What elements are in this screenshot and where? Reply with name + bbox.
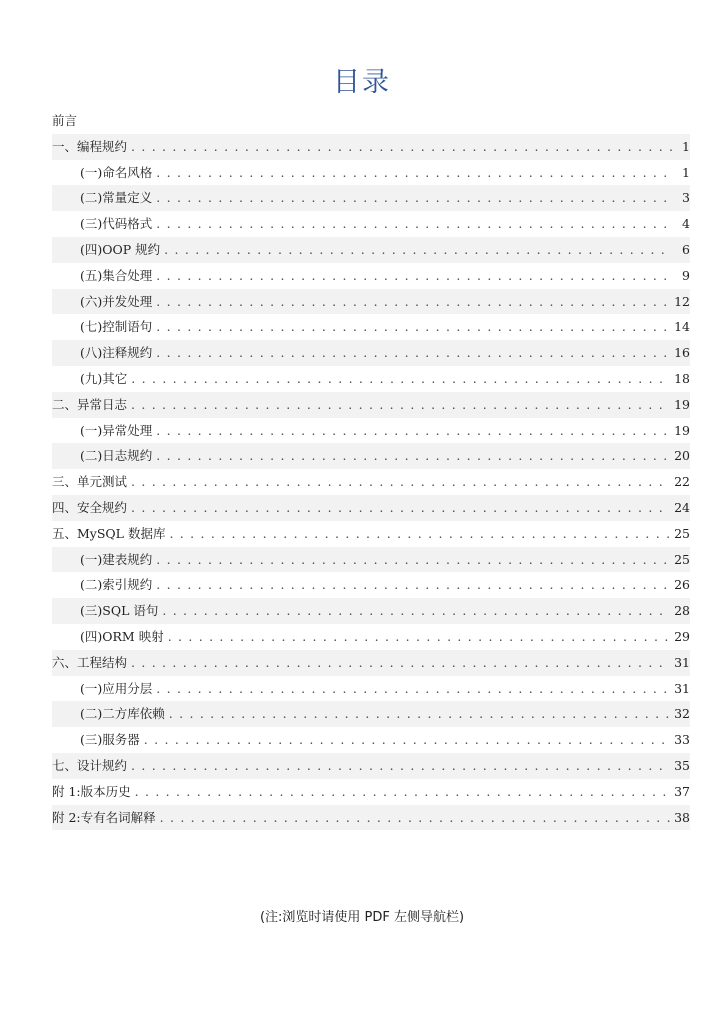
toc-entry-number: (三) [80, 732, 103, 748]
toc-dot-leader [156, 418, 670, 444]
toc-entry-number: (二) [80, 190, 103, 206]
toc-entry-label[interactable]: 二方库依赖 [102, 706, 165, 722]
table-of-contents [52, 108, 690, 830]
toc-entry-number: (六) [80, 293, 103, 309]
toc-entry-number: (二) [80, 706, 103, 722]
toc-entry[interactable] [52, 469, 690, 495]
toc-dot-leader [156, 340, 670, 366]
toc-dot-leader [156, 263, 672, 289]
toc-dot-leader [131, 650, 670, 676]
toc-entry-number: (八) [80, 345, 103, 361]
toc-entry-label[interactable]: 注释规约 [102, 345, 153, 361]
toc-entry-number: (四) [80, 628, 103, 644]
toc-entry-page-number[interactable]: 26 [674, 577, 690, 593]
toc-dot-leader [162, 598, 670, 624]
toc-entry-label[interactable]: 五、MySQL 数据库 [52, 525, 166, 541]
toc-dot-leader [169, 701, 670, 727]
toc-entry-label[interactable]: 六、工程结构 [52, 654, 128, 670]
toc-entry-page-number[interactable]: 4 [682, 216, 690, 232]
toc-entry-label[interactable]: OOP 规约 [102, 241, 161, 257]
toc-entry-page-number[interactable]: 31 [674, 680, 690, 696]
toc-entry-page-number[interactable]: 20 [674, 448, 690, 464]
toc-entry-page-number[interactable]: 33 [674, 732, 690, 748]
page-title: 目录 [333, 67, 391, 98]
toc-dot-leader [135, 779, 670, 805]
toc-entry-page-number[interactable]: 3 [682, 190, 690, 206]
toc-entry-label[interactable]: 异常处理 [102, 422, 153, 438]
toc-entry-label[interactable]: 应用分层 [102, 680, 153, 696]
toc-entry-page-number[interactable]: 35 [674, 757, 690, 773]
toc-entry[interactable] [52, 598, 690, 624]
toc-entry-page-number[interactable]: 9 [682, 267, 690, 283]
toc-entry[interactable] [52, 108, 690, 134]
toc-entry[interactable] [52, 443, 690, 469]
toc-entry-page-number[interactable]: 38 [674, 809, 690, 825]
toc-entry-label[interactable]: 代码格式 [102, 216, 153, 232]
toc-entry-page-number[interactable]: 16 [674, 345, 690, 361]
toc-entry-label[interactable]: 三、单元测试 [52, 474, 128, 490]
toc-entry-label[interactable]: 控制语句 [102, 319, 153, 335]
toc-entry-label[interactable]: 建表规约 [102, 551, 153, 567]
toc-entry-label[interactable]: SQL 语句 [102, 603, 159, 619]
toc-entry-label[interactable]: 集合处理 [102, 267, 153, 283]
toc-entry-number: (三) [80, 603, 103, 619]
toc-entry-number: (五) [80, 267, 103, 283]
toc-dot-leader [164, 237, 672, 263]
toc-entry[interactable] [52, 314, 690, 340]
toc-entry-page-number[interactable]: 32 [674, 706, 690, 722]
toc-entry[interactable] [52, 572, 690, 598]
toc-entry-page-number[interactable]: 14 [674, 319, 690, 335]
navigation-note: (注:浏览时请使用 PDF 左侧导航栏) [259, 910, 465, 925]
toc-dot-leader [131, 392, 670, 418]
toc-entry-page-number[interactable]: 18 [674, 370, 690, 386]
toc-entry-label[interactable]: 索引规约 [102, 577, 153, 593]
toc-entry[interactable] [52, 650, 690, 676]
toc-dot-leader [156, 572, 670, 598]
toc-entry[interactable] [52, 237, 690, 263]
toc-entry-page-number[interactable]: 19 [674, 396, 690, 412]
toc-entry-number: (三) [80, 216, 103, 232]
toc-entry-label[interactable]: 其它 [102, 370, 128, 386]
toc-entry-page-number[interactable]: 25 [674, 525, 690, 541]
toc-entry-page-number[interactable]: 19 [674, 422, 690, 438]
toc-entry[interactable] [52, 805, 690, 831]
toc-entry-label[interactable]: 七、设计规约 [52, 757, 128, 773]
toc-dot-leader [131, 134, 672, 160]
toc-entry[interactable] [52, 779, 690, 805]
toc-entry-page-number[interactable]: 1 [682, 138, 690, 154]
toc-entry-page-number[interactable]: 1 [682, 164, 690, 180]
toc-dot-leader [131, 495, 670, 521]
toc-entry-number: (一) [80, 422, 103, 438]
toc-entry-number: (九) [80, 370, 103, 386]
toc-entry-label[interactable]: ORM 映射 [102, 628, 164, 644]
toc-entry-label[interactable]: 前言 [52, 113, 78, 128]
toc-dot-leader [156, 314, 670, 340]
toc-entry-label[interactable]: 日志规约 [102, 448, 153, 464]
toc-entry-page-number[interactable]: 25 [674, 551, 690, 567]
toc-dot-leader [144, 727, 670, 753]
toc-entry-label[interactable]: 附 1:版本历史 [52, 783, 131, 799]
toc-dot-leader [160, 805, 670, 831]
toc-dot-leader [131, 469, 670, 495]
toc-entry-number: (二) [80, 448, 103, 464]
toc-entry[interactable] [52, 160, 690, 186]
toc-entry-number: (二) [80, 577, 103, 593]
toc-entry-page-number[interactable]: 28 [674, 603, 690, 619]
toc-dot-leader [131, 366, 670, 392]
toc-entry[interactable] [52, 366, 690, 392]
toc-entry-number: (一) [80, 680, 103, 696]
toc-dot-leader [156, 676, 670, 702]
toc-entry-label[interactable]: 服务器 [102, 732, 140, 748]
toc-entry-page-number[interactable]: 12 [674, 293, 690, 309]
toc-entry[interactable] [52, 495, 690, 521]
toc-entry-number: (四) [80, 241, 103, 257]
toc-entry-page-number[interactable]: 6 [682, 241, 690, 257]
toc-dot-leader [169, 521, 670, 547]
toc-entry-label[interactable]: 附 2:专有名词解释 [52, 809, 156, 825]
toc-dot-leader [156, 160, 672, 186]
toc-dot-leader [131, 753, 670, 779]
toc-entry-number: (七) [80, 319, 103, 335]
toc-entry-label[interactable]: 一、编程规约 [52, 138, 128, 154]
toc-entry-label[interactable]: 四、安全规约 [52, 499, 128, 515]
toc-entry[interactable] [52, 701, 690, 727]
toc-dot-leader [156, 289, 670, 315]
toc-entry[interactable] [52, 289, 690, 315]
toc-entry[interactable] [52, 263, 690, 289]
toc-entry[interactable] [52, 727, 690, 753]
toc-entry-page-number[interactable]: 29 [674, 628, 690, 644]
toc-dot-leader [156, 185, 672, 211]
toc-entry-page-number[interactable]: 22 [674, 474, 690, 490]
toc-entry-number: (一) [80, 551, 103, 567]
toc-entry[interactable] [52, 134, 690, 160]
toc-entry-page-number[interactable]: 24 [674, 499, 690, 515]
toc-dot-leader [156, 443, 670, 469]
toc-entry[interactable] [52, 340, 690, 366]
toc-entry-label[interactable]: 常量定义 [102, 190, 153, 206]
toc-entry[interactable] [52, 521, 690, 547]
toc-entry[interactable] [52, 624, 690, 650]
toc-dot-leader [168, 624, 670, 650]
toc-entry[interactable] [52, 211, 690, 237]
toc-dot-leader [156, 547, 670, 573]
toc-entry-label[interactable]: 命名风格 [102, 164, 153, 180]
toc-entry[interactable] [52, 418, 690, 444]
toc-entry-label[interactable]: 并发处理 [102, 293, 153, 309]
toc-entry-page-number[interactable]: 37 [674, 783, 690, 799]
toc-entry[interactable] [52, 676, 690, 702]
toc-entry-number: (一) [80, 164, 103, 180]
toc-entry[interactable] [52, 753, 690, 779]
toc-entry[interactable] [52, 185, 690, 211]
toc-entry[interactable] [52, 392, 690, 418]
toc-entry-label[interactable]: 二、异常日志 [52, 396, 128, 412]
toc-entry-page-number[interactable]: 31 [674, 654, 690, 670]
toc-dot-leader [156, 211, 672, 237]
toc-entry[interactable] [52, 547, 690, 573]
